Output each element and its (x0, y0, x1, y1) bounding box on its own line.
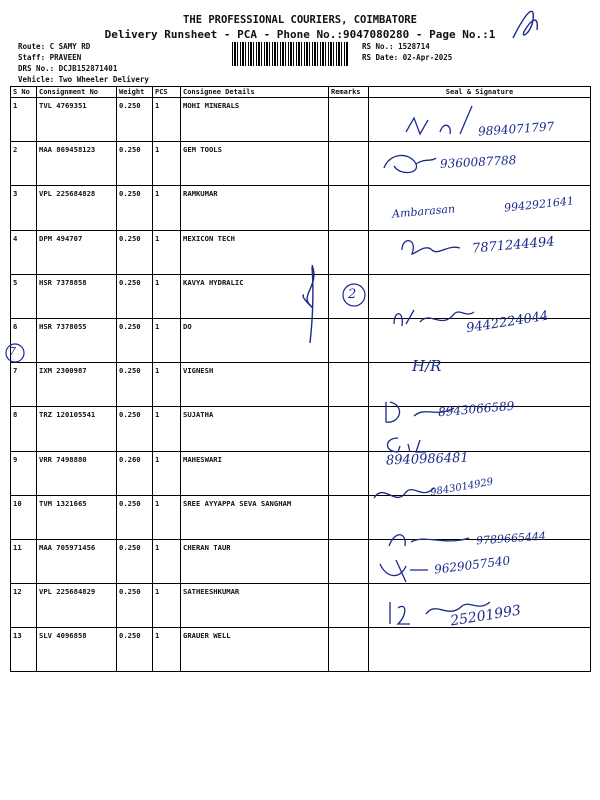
row-sno: 10 (11, 495, 37, 539)
barcode (232, 42, 348, 66)
row-sno: 11 (11, 539, 37, 583)
signature-scribble-12 (376, 556, 436, 586)
row-pcs: 1 (153, 318, 181, 362)
row-consignment-no: VPL 225684829 (37, 584, 117, 628)
signature-scribble-10 (370, 478, 440, 510)
row-pcs: 1 (153, 628, 181, 672)
row-sno: 4 (11, 230, 37, 274)
row-pcs: 1 (153, 539, 181, 583)
phone-5: 9442224044 (465, 308, 550, 337)
row-weight: 0.250 (117, 539, 153, 583)
table-row (11, 451, 591, 495)
row-consignment-no: DPM 494707 (37, 230, 117, 274)
row-pcs: 1 (153, 142, 181, 186)
row-consignment-no: TVL 4769351 (37, 98, 117, 142)
rs-date: RS Date: 02-Apr-2025 (362, 53, 453, 62)
signature-name-3: Ambarasan (391, 202, 456, 221)
company-title: THE PROFESSIONAL COURIERS, COIMBATORE (183, 14, 417, 26)
phone-4: 7871244494 (471, 234, 556, 257)
row-sno: 5 (11, 274, 37, 318)
row-consignee: CHERAN TAUR (181, 539, 329, 583)
row-consignment-no: VPL 225684828 (37, 186, 117, 230)
drs-label: DRS No.: DCJB152871401 (18, 64, 118, 73)
row-pcs: 1 (153, 98, 181, 142)
row-weight: 0.250 (117, 186, 153, 230)
row-pcs: 1 (153, 584, 181, 628)
row-weight: 0.250 (117, 230, 153, 274)
row-sno: 2 (11, 142, 37, 186)
runsheet-subtitle: Delivery Runsheet - PCA - Phone No.:9047080280 - Page No.:1 (104, 28, 496, 41)
row-pcs: 1 (153, 274, 181, 318)
row-sno: 1 (11, 98, 37, 142)
row-consignment-no: IXM 2300987 (37, 363, 117, 407)
row-consignee: MAHESWARI (181, 451, 329, 495)
row-sno: 6 (11, 318, 37, 362)
row-signature (369, 628, 591, 672)
row-weight: 0.250 (117, 495, 153, 539)
route-label: Route: C SAMY RD (18, 42, 91, 51)
row-consignee: VIGNESH (181, 363, 329, 407)
row-weight: 0.260 (117, 451, 153, 495)
col-consignee: Consignee Details (181, 87, 329, 98)
row-consignee: GEM TOOLS (181, 142, 329, 186)
row-sno: 3 (11, 186, 37, 230)
hr-mark: H/R (412, 357, 442, 375)
row-remarks (329, 495, 369, 539)
circled-seven-mark: 7 (9, 345, 16, 358)
page-number-scribble (505, 0, 545, 44)
row-consignee: KAVYA HYDRALIC (181, 274, 329, 318)
col-remarks: Remarks (329, 87, 369, 98)
row-remarks (329, 363, 369, 407)
row-consignee: SATHEESHKUMAR (181, 584, 329, 628)
table-header-row (11, 87, 591, 98)
phone-9: 9789665444 (475, 529, 547, 548)
row-weight: 0.250 (117, 274, 153, 318)
phone-3: 9942921641 (503, 194, 575, 215)
row-sno: 13 (11, 628, 37, 672)
row-consignee: MOHI MINERALS (181, 98, 329, 142)
row-sno: 8 (11, 407, 37, 451)
row-pcs: 1 (153, 230, 181, 274)
row-weight: 0.250 (117, 98, 153, 142)
row-remarks (329, 539, 369, 583)
row-weight: 0.250 (117, 584, 153, 628)
signature-scribble-2 (380, 148, 440, 178)
row-remarks (329, 98, 369, 142)
phone-8: 9843014929 (429, 476, 495, 499)
phone-11: 25201993 (449, 602, 523, 630)
row-sno: 7 (11, 363, 37, 407)
row-consignment-no: HSR 7378055 (37, 318, 117, 362)
row-remarks (329, 142, 369, 186)
row-consignment-no: HSR 7378858 (37, 274, 117, 318)
row-pcs: 1 (153, 186, 181, 230)
row-consignment-no: SLV 4096858 (37, 628, 117, 672)
row-consignee: GRAUER WELL (181, 628, 329, 672)
bracket-scribble (290, 255, 370, 350)
row-consignment-no: TRZ 120105541 (37, 407, 117, 451)
row-weight: 0.250 (117, 318, 153, 362)
row-pcs: 1 (153, 363, 181, 407)
row-sno: 12 (11, 584, 37, 628)
runsheet-table (10, 86, 591, 672)
col-pcs: PCS (153, 87, 181, 98)
row-pcs: 1 (153, 495, 181, 539)
phone-6: 8943066589 (437, 398, 515, 420)
row-consignee: SREE AYYAPPA SEVA SANGHAM (181, 495, 329, 539)
row-weight: 0.250 (117, 407, 153, 451)
row-sno: 9 (11, 451, 37, 495)
row-consignment-no: MAA 705971456 (37, 539, 117, 583)
row-consignment-no: TVM 1321665 (37, 495, 117, 539)
signature-scribble-4 (398, 232, 478, 264)
row-consignee: SUJATHA (181, 407, 329, 451)
vehicle-label: Vehicle: Two Wheeler Delivery (18, 75, 149, 84)
row-pcs: 1 (153, 451, 181, 495)
row-consignment-no: MAA 869458123 (37, 142, 117, 186)
circled-two-mark: 2 (348, 287, 357, 302)
row-consignee: MEXICON TECH (181, 230, 329, 274)
row-remarks (329, 628, 369, 672)
col-sno: S No (11, 87, 37, 98)
phone-7: 8940986481 (385, 450, 469, 469)
row-weight: 0.250 (117, 363, 153, 407)
row-remarks (329, 186, 369, 230)
row-consignee: DO (181, 318, 329, 362)
row-remarks (329, 451, 369, 495)
col-consignment: Consignment No (37, 87, 117, 98)
phone-2: 9360087788 (439, 153, 517, 171)
row-consignee: RAMKUMAR (181, 186, 329, 230)
row-remarks (329, 407, 369, 451)
row-weight: 0.250 (117, 628, 153, 672)
row-consignment-no: VRR 7498880 (37, 451, 117, 495)
phone-10: 9629057540 (433, 553, 511, 577)
signature-scribble-11 (385, 524, 475, 554)
row-pcs: 1 (153, 407, 181, 451)
table-row (11, 628, 591, 672)
row-weight: 0.250 (117, 142, 153, 186)
phone-1: 9894071797 (477, 119, 555, 139)
col-signature: Seal & Signature (369, 87, 591, 98)
rs-number: RS No.: 1528714 (362, 42, 430, 51)
staff-label: Staff: PRAVEEN (18, 53, 82, 62)
row-remarks (329, 584, 369, 628)
col-weight: Weight (117, 87, 153, 98)
